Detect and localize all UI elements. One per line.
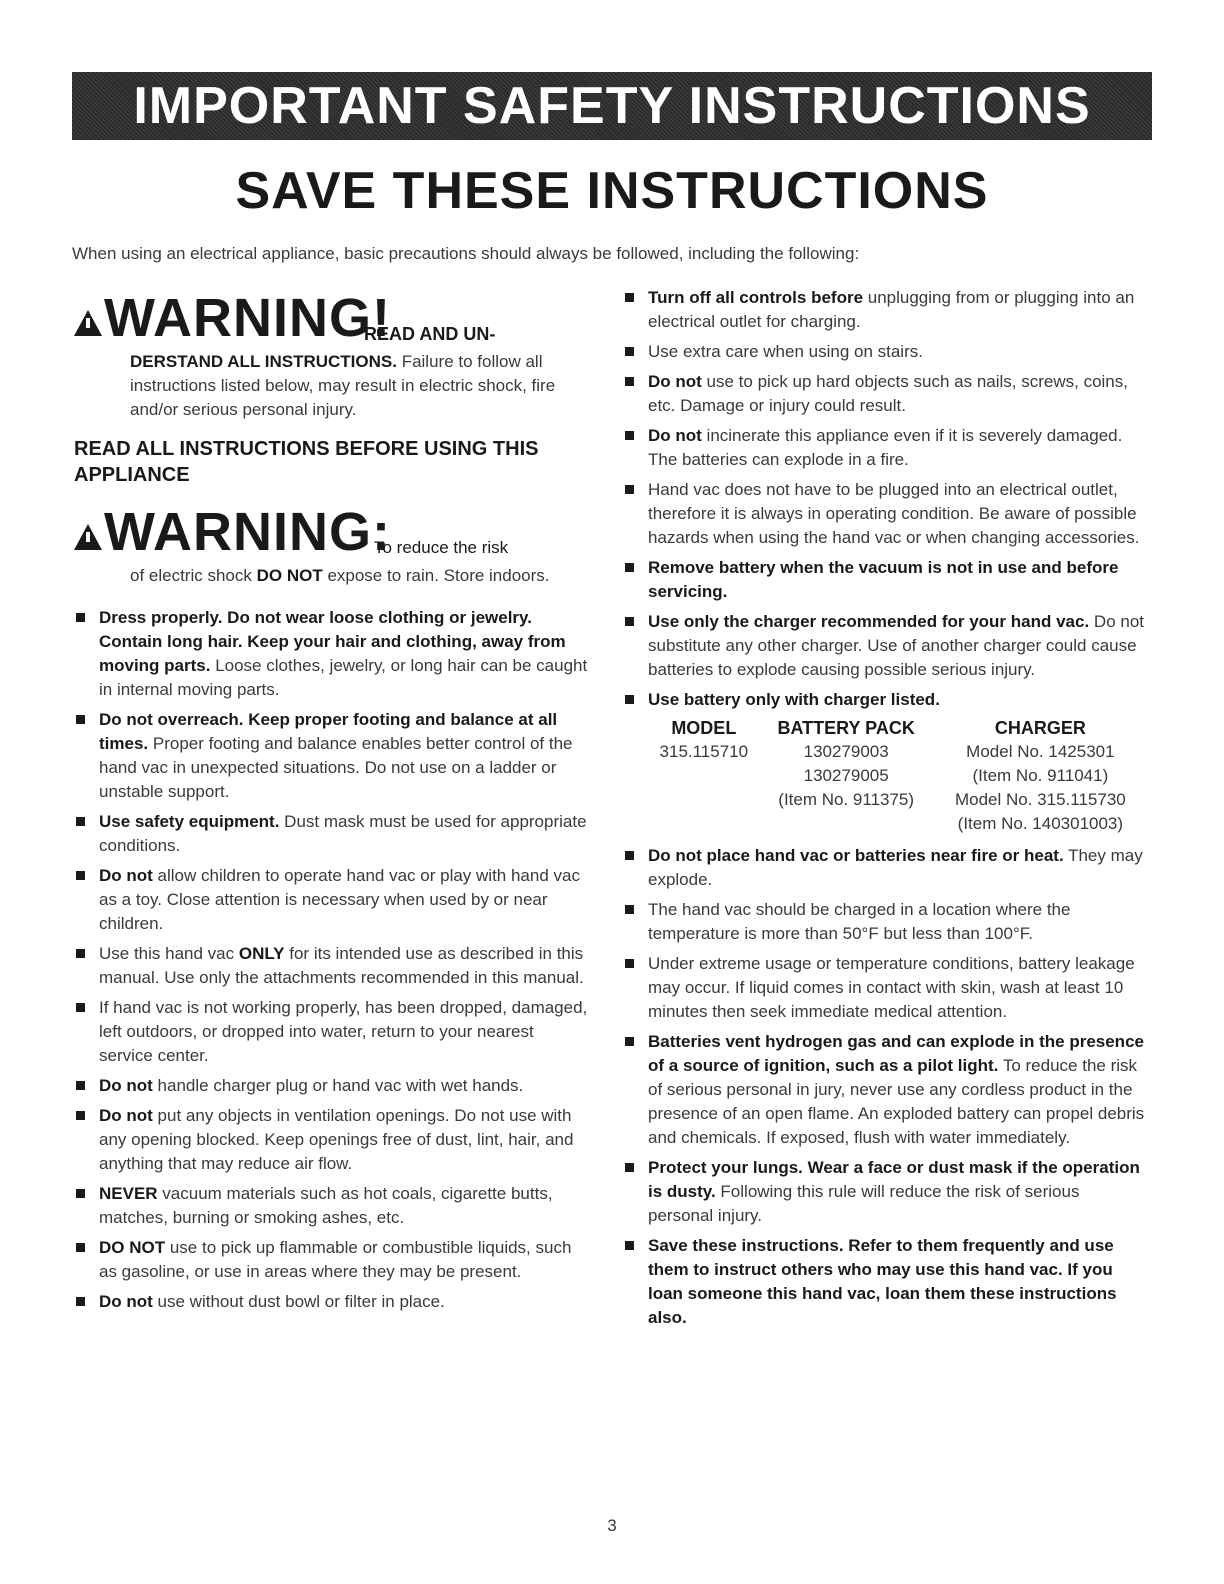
square-bullet-icon <box>76 871 85 880</box>
square-bullet-icon <box>625 347 634 356</box>
rule-text: Loose clothes, jewelry, or long hair can be caught in internal moving parts. <box>99 656 588 699</box>
square-bullet-icon <box>625 485 634 494</box>
square-bullet-icon <box>625 431 634 440</box>
square-bullet-icon <box>625 617 634 626</box>
read-all-subheading: READ ALL INSTRUCTIONS BEFORE USING THIS APPLIANCE <box>74 438 539 486</box>
rule-text: incinerate this appliance even if it is severely damaged. The batteries can explode in a fire. <box>648 426 1123 469</box>
safety-rule-item <box>74 942 590 990</box>
safety-rule-item <box>623 370 1148 418</box>
rule-bold-text: Use safety equipment. <box>99 812 280 831</box>
square-bullet-icon <box>76 1111 85 1120</box>
safety-rule-item <box>74 1074 590 1098</box>
warning-1-tail: READ AND UN- <box>364 324 496 344</box>
safety-rule-item <box>74 864 590 936</box>
rule-text: use to pick up flammable or combustible liquids, such as gasoline, or use in areas where they may be present. <box>99 1238 572 1281</box>
square-bullet-icon <box>625 377 634 386</box>
rule-bold-text: Do not place hand vac or batteries near fire or heat. <box>648 846 1064 865</box>
safety-rule-item <box>623 286 1148 334</box>
rule-bold-text: Batteries vent hydrogen gas and can explode in the presence of a source of ignition, such as a pilot light. <box>648 1032 1144 1075</box>
rule-text: Proper footing and balance enables better control of the hand vac in unexpected situations. Do not use on a ladder or unstable support. <box>99 734 573 801</box>
rule-bold-text: Do not <box>648 372 702 391</box>
rule-bold-text: Do not <box>99 1076 153 1095</box>
warning-2-body-bold: DO NOT <box>256 566 323 585</box>
square-bullet-icon <box>76 817 85 826</box>
warning-triangle-icon <box>74 310 102 336</box>
rule-bold-text: Protect your lungs. Wear a face or dust mask if the operation is dusty. <box>648 1158 1140 1201</box>
safety-rule-item <box>74 606 590 702</box>
warning-triangle-icon <box>74 524 102 550</box>
safety-rule-item <box>74 1236 590 1284</box>
warning-2-body-post: expose to rain. Store indoors. <box>322 566 550 585</box>
rule-bold-text: Do not <box>99 866 153 885</box>
table-cell: (Item No. 911041) <box>972 766 1109 785</box>
left-rule-list <box>74 606 590 1314</box>
rule-text: vacuum materials such as hot coals, cigarette butts, matches, burning or smoking ashes, etc. <box>99 1184 553 1227</box>
safety-rule-item <box>623 898 1148 946</box>
banner-important-safety: IMPORTANT SAFETY INSTRUCTIONS <box>72 72 1152 140</box>
table-row <box>648 812 1148 836</box>
table-cell: 130279003 <box>803 742 889 761</box>
warning-1-header <box>74 286 590 350</box>
square-bullet-icon <box>625 563 634 572</box>
rule-text: They may explode. <box>648 846 1143 889</box>
warning-1-body <box>130 350 590 422</box>
table-cell <box>648 788 760 812</box>
safety-rule-item <box>623 1030 1148 1150</box>
safety-rule-item <box>623 1156 1148 1228</box>
table-header: MODEL <box>671 718 737 738</box>
square-bullet-icon <box>76 949 85 958</box>
rule-bold-text: Do not <box>99 1106 153 1125</box>
page-number: 3 <box>607 1516 617 1535</box>
right-rule-list <box>623 286 1148 712</box>
rule-text: Following this rule will reduce the risk of serious personal injury. <box>648 1182 1080 1225</box>
rule-bold-text: Save these instructions. Refer to them frequently and use them to instruct others who may use this hand vac. If you loan someone this hand vac, loan them these instructions also. <box>648 1236 1117 1327</box>
rule-bold-text: ONLY <box>238 944 285 963</box>
safety-rule-item <box>623 556 1148 604</box>
warning-1-body-bold: DERSTAND ALL INSTRUCTIONS. <box>130 352 397 371</box>
safety-rule-item <box>74 1290 590 1314</box>
warning-1-body-text: Failure to follow all instructions listed below, may result in electric shock, fire and/or serious personal injury. <box>130 352 556 419</box>
rule-pre-text: Use this hand vac <box>99 944 239 963</box>
safety-rule-item <box>74 1104 590 1176</box>
square-bullet-icon <box>76 1081 85 1090</box>
square-bullet-icon <box>625 851 634 860</box>
rule-text: Under extreme usage or temperature conditions, battery leakage may occur. If liquid comes in contact with skin, wash at least 10 minutes then seek immediate medical attention. <box>648 954 1135 1021</box>
rule-bold-text: Use battery only with charger listed. <box>648 690 940 709</box>
table-cell <box>648 764 760 788</box>
square-bullet-icon <box>76 613 85 622</box>
rule-bold-text: Turn off all controls before <box>648 288 864 307</box>
table-cell: Model No. 1425301 <box>966 742 1115 761</box>
rule-bold-text: Dress properly. Do not wear loose clothing or jewelry. Contain long hair. Keep your hair and clothing, away from moving parts. <box>99 608 566 675</box>
safety-rule-item <box>623 610 1148 682</box>
square-bullet-icon <box>76 1243 85 1252</box>
safety-rule-item <box>623 952 1148 1024</box>
square-bullet-icon <box>625 293 634 302</box>
warning-2-header <box>74 500 590 564</box>
rule-text: The hand vac should be charged in a location where the temperature is more than 50°F but less than 100°F. <box>648 900 1071 943</box>
square-bullet-icon <box>76 1297 85 1306</box>
rule-text: Do not substitute any other charger. Use of another charger could cause batteries to explode causing possible serious injury. <box>648 612 1144 679</box>
rule-text: Use extra care when using on stairs. <box>648 342 923 361</box>
rule-text: use to pick up hard objects such as nails, screws, coins, etc. Damage or injury could result. <box>648 372 1128 415</box>
safety-rule-item <box>74 810 590 858</box>
rule-text: To reduce the risk of serious personal in jury, never use any cordless product in the presence of an open flame. An exploded battery can propel debris and chemicals. If exposed, flush with water immediately. <box>648 1056 1145 1147</box>
square-bullet-icon <box>625 695 634 704</box>
table-cell: Model No. 315.115730 <box>954 790 1126 809</box>
rule-text: Hand vac does not have to be plugged into an electrical outlet, therefore it is always in operating condition. Be aware of possible hazards when using the hand vac or when changing accessories. <box>648 480 1140 547</box>
rule-bold-text: Use only the charger recommended for your hand vac. <box>648 612 1090 631</box>
square-bullet-icon <box>76 1003 85 1012</box>
table-cell: (Item No. 140301003) <box>957 814 1124 833</box>
intro-text: When using an electrical appliance, basic precautions should always be followed, including the following: <box>72 244 860 263</box>
square-bullet-icon <box>625 1163 634 1172</box>
rule-text: unplugging from or plugging into an electrical outlet for charging. <box>648 288 1135 331</box>
square-bullet-icon <box>76 715 85 724</box>
table-cell <box>648 812 760 836</box>
warning-2-word: WARNING: <box>104 502 391 562</box>
table-cell: 130279005 <box>803 766 889 785</box>
square-bullet-icon <box>625 905 634 914</box>
rule-text: for its intended use as described in this manual. Use only the attachments recommended in this manual. <box>99 944 584 987</box>
right-rule-list-2 <box>623 844 1148 1330</box>
left-column <box>74 286 590 1320</box>
safety-rule-item <box>74 1182 590 1230</box>
safety-rule-item <box>623 424 1148 472</box>
right-column <box>623 286 1148 1336</box>
table-header: CHARGER <box>994 718 1086 738</box>
table-row <box>648 788 1148 812</box>
square-bullet-icon <box>76 1189 85 1198</box>
table-header-row <box>648 716 1148 740</box>
safety-rule-item <box>623 478 1148 550</box>
safety-rule-item <box>623 844 1148 892</box>
rule-text: allow children to operate hand vac or play with hand vac as a toy. Close attention is necessary when used by or near children. <box>99 866 580 933</box>
safety-rule-item <box>74 996 590 1068</box>
safety-rule-item <box>623 688 1148 712</box>
table-cell: 315.115710 <box>659 742 749 761</box>
table-row <box>648 764 1148 788</box>
warning-1-word: WARNING! <box>104 288 391 348</box>
rule-bold-text: Remove battery when the vacuum is not in use and before servicing. <box>648 558 1119 601</box>
rule-text: Dust mask must be used for appropriate conditions. <box>99 812 587 855</box>
rule-bold-text: Do not <box>99 1292 153 1311</box>
rule-text: handle charger plug or hand vac with wet hands. <box>152 1076 524 1095</box>
rule-text: use without dust bowl or filter in place. <box>152 1292 445 1311</box>
rule-text: put any objects in ventilation openings. Do not use with any opening blocked. Keep openings free of dust, lint, hair, and anything that may reduce air flow. <box>99 1106 574 1173</box>
table-cell: (Item No. 911375) <box>778 790 915 809</box>
rule-text: If hand vac is not working properly, has been dropped, damaged, left outdoors, or dropped into water, return to your nearest service center. <box>99 998 588 1065</box>
warning-2-body <box>130 564 590 588</box>
rule-bold-text: DO NOT <box>99 1238 166 1257</box>
rule-bold-text: Do not <box>648 426 702 445</box>
safety-rule-item <box>623 340 1148 364</box>
square-bullet-icon <box>625 959 634 968</box>
table-header: BATTERY PACK <box>777 718 915 738</box>
warning-2-tail: To reduce the risk <box>374 538 509 557</box>
rule-bold-text: Do not overreach. Keep proper footing and balance at all times. <box>99 710 558 753</box>
safety-rule-item <box>623 1234 1148 1330</box>
table-cell <box>760 812 933 836</box>
page-title: SAVE THESE INSTRUCTIONS <box>235 162 989 220</box>
square-bullet-icon <box>625 1037 634 1046</box>
table-row <box>648 740 1148 764</box>
safety-rule-item <box>74 708 590 804</box>
square-bullet-icon <box>625 1241 634 1250</box>
rule-bold-text: NEVER <box>99 1184 158 1203</box>
warning-2-body-pre: of electric shock <box>130 566 257 585</box>
battery-charger-table <box>648 716 1148 836</box>
